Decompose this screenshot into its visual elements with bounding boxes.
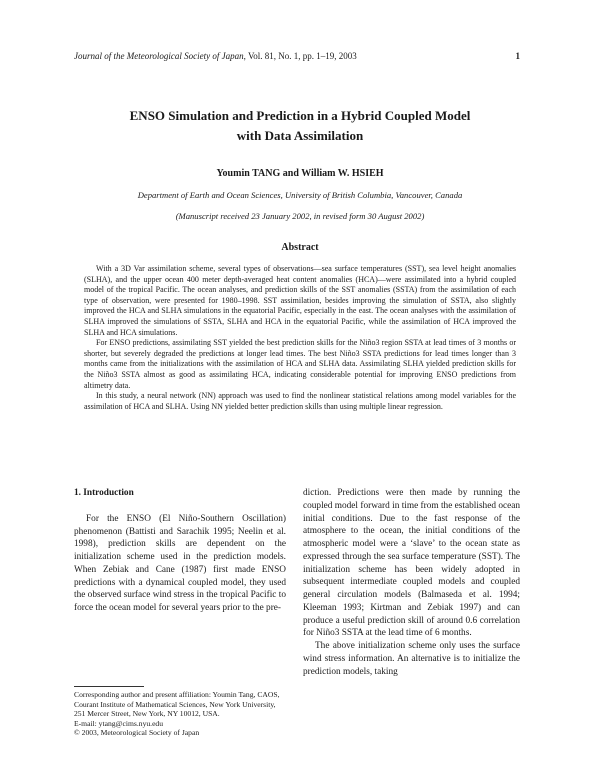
running-header: [74, 51, 520, 61]
journal-citation: , Vol. 81, No. 1, pp. 1–19, 2003: [243, 51, 357, 61]
manuscript-note: (Manuscript received 23 January 2002, in revised form 30 August 2002): [175, 211, 425, 221]
abstract-heading: Abstract: [281, 242, 319, 253]
paper-title-line-1: ENSO Simulation and Prediction in a Hybrid Coupled Model: [129, 108, 471, 123]
paper-title-line-2: with Data Assimilation: [236, 128, 364, 143]
section-heading: 1. Introduction: [74, 488, 134, 498]
body-paragraph: For the ENSO (El Niño-Southern Oscillation) phenomenon (Battisti and Sarachik 1995; Neelin et al. 1998), prediction skills are dependent on the initialization scheme used in the prediction models. When Zebiak and Cane (1987) first made ENSO predictions with a dynamical coupled model, they used the observed surface wind stress in the tropical Pacific to force the ocean model for several years prior to the pre-: [74, 513, 286, 613]
body-paragraph: diction. Predictions were then made by running the coupled model forward in time from the established ocean initial conditions. Due to the fast response of the atmosphere to the ocean, the initial conditions of the atmospheric model were a ‘slave’ to the ocean state as expressed through the sea surface temperature (SST). The initialization scheme has been widely adopted in subsequent intermediate coupled models and coupled general circulation models (Balmaseda et al. 1994; Kleeman 1993; Kirtman and Zebiak 1997) and can produce a useful prediction skill of around 0.6 correlation for Niño3 SSTA at the lead time of 6 months.: [303, 488, 520, 639]
body-paragraph: The above initialization scheme only uses the surface wind stress information. An alternative is to initialize the prediction models, taking: [303, 641, 520, 677]
footnote-affiliation: Corresponding author and present affiliation: Youmin Tang, CAOS, Courant Institute of Mathematical Sciences, New York University, 251 Mercer Street, New York, NY 10012, USA.: [74, 690, 280, 719]
authors: Youmin TANG and William W. HSIEH: [216, 168, 384, 179]
footnote-divider: [74, 686, 144, 687]
abstract-paragraph: With a 3D Var assimilation scheme, several types of observations—sea surface temperatures (SST), sea level height anomalies (SLHA), and the upper ocean 400 meter depth-averaged heat content anomalies (HCA)—were assimilated into a hybrid coupled model of the tropical Pacific. The ocean analyses, and prediction skills of the SST anomalies (SSTA) from the assimilation of each type of observation, were presented for 1980–1998. SST assimilation, besides improving the simulation of SSTA, also slightly improved the HCA and SLHA simulations in the equatorial Pacific, especially in the east. The ocean analyses with the assimilation of SLHA improved the simulations of SSTA, SLHA and HCA in the equatorial Pacific, while the assimilation of HCA improved the SLHA and HCA simulations.: [84, 264, 516, 337]
footnote-copyright: © 2003, Meteorological Society of Japan: [74, 728, 200, 738]
abstract-paragraph: In this study, a neural network (NN) approach was used to find the nonlinear statistical relations among model variables for the assimilation of HCA and SLHA. Using NN yielded better prediction skills than using multiple linear regression.: [84, 391, 516, 411]
left-column: [74, 487, 286, 615]
abstract-paragraph: For ENSO predictions, assimilating SST yielded the best prediction skills for the Niño3 region SSTA at lead times of 3 months or shorter, but severely degraded the predictions at longer lead times. The best Niño3 SSTA predictions for lead times longer than 3 months came from the initializations with the assimilation of HCA and SLHA data. Assimilating SLHA yielded prediction skills for the Niño3 SSTA almost as good as assimilating HCA, indicating considerable potential for improving ENSO predictions from altimetry data.: [84, 338, 516, 390]
paper-title: [60, 106, 540, 146]
page-number: 1: [515, 51, 520, 61]
abstract-body: [84, 264, 516, 412]
journal-name: Journal of the Meteorological Society of Japan: [74, 51, 244, 61]
right-column: [303, 487, 520, 678]
affiliation: Department of Earth and Ocean Sciences, University of British Columbia, Vancouver, Canada: [137, 190, 463, 200]
footnote-email: E-mail: ytang@cims.nyu.edu: [74, 718, 164, 728]
footnote: [74, 690, 288, 738]
